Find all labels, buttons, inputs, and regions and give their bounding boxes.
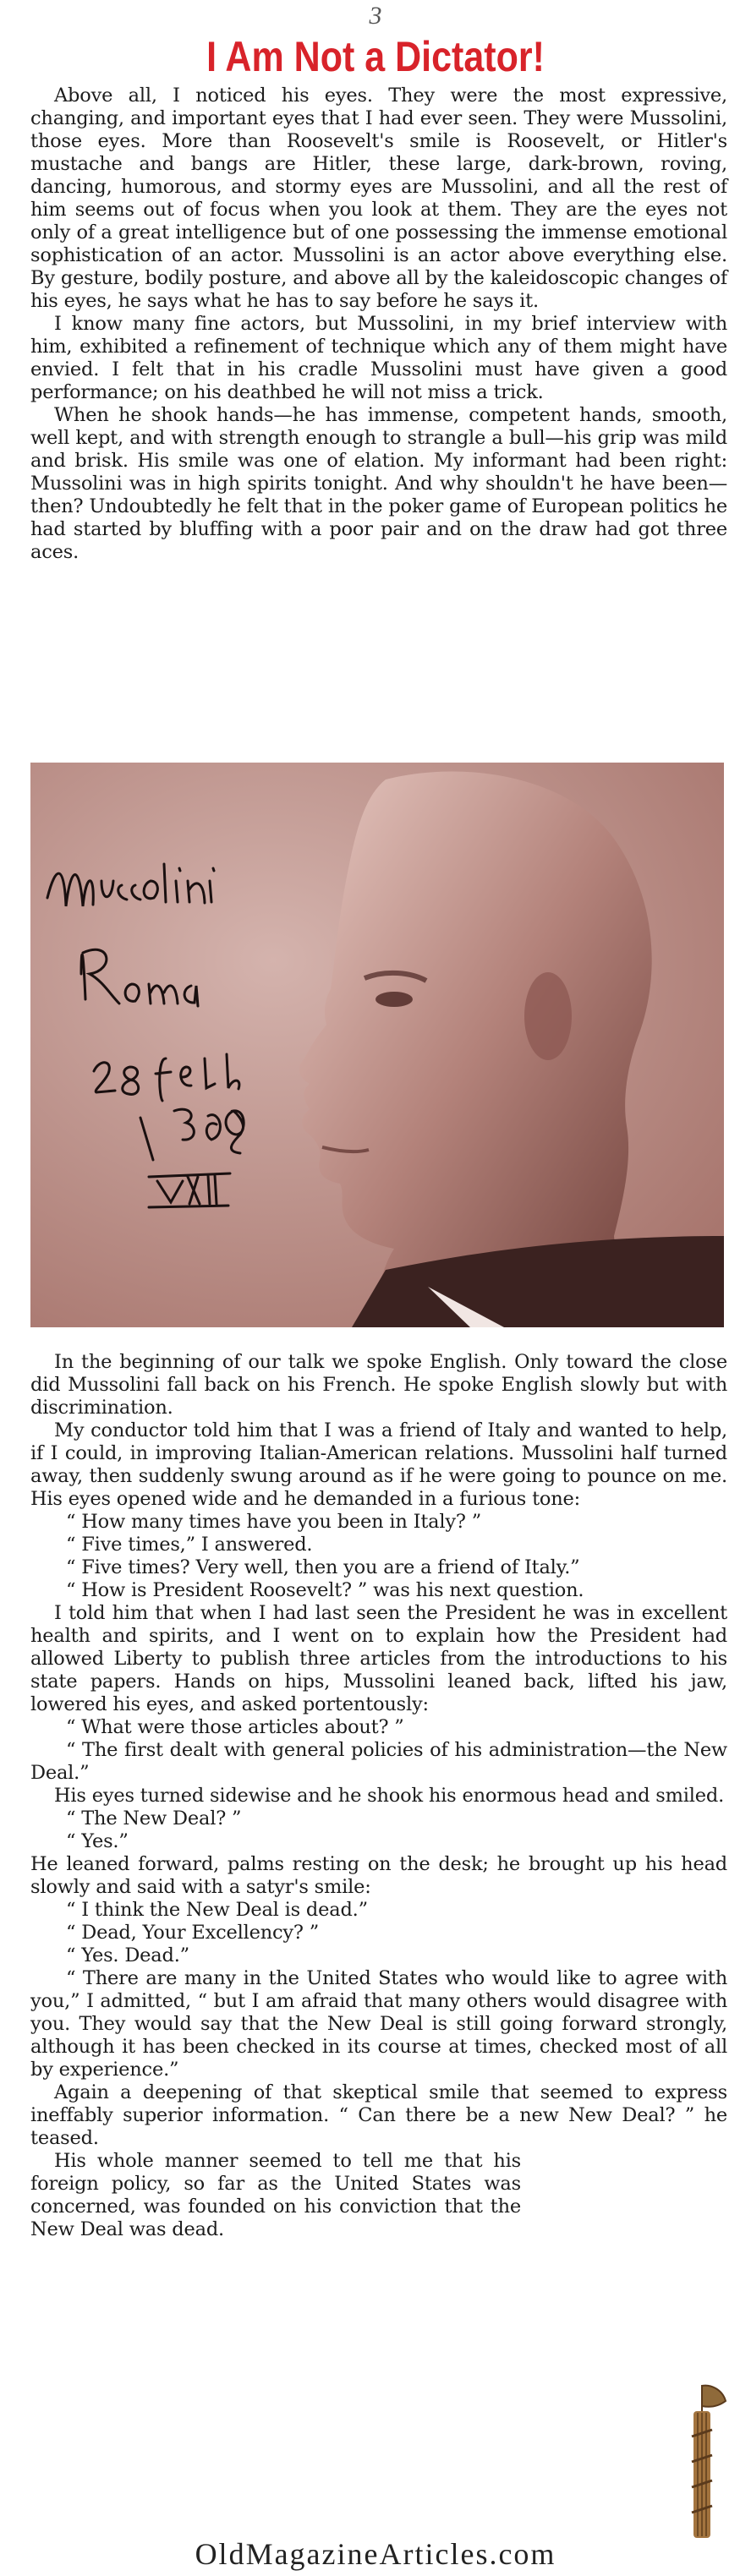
paragraph: Again a deepening of that skeptical smile that seemed to express ineffably superior information. “ Can there be a new New Deal? ” he teased.	[30, 2081, 727, 2149]
article-text-top	[30, 85, 727, 564]
paragraph: I told him that when I had last seen the President he was in excellent health and spirits, and I went on to explain how the President had allowed Liberty to publish three articles from the introductions to his state papers. Hands on hips, Mussolini leaned back, lifted his jaw, lowered his eyes, and asked portentously:	[30, 1602, 727, 1715]
dialogue-line: “ Yes. Dead.”	[66, 1944, 189, 1966]
dialogue-line: “ How many times have you been in Italy? ”	[66, 1511, 481, 1533]
dialogue-line: “ Yes.”	[66, 1830, 129, 1852]
footer-site-name: OldMagazineArticles.com	[195, 2537, 556, 2571]
paragraph: He leaned forward, palms resting on the desk; he brought up his head slowly and said with a satyr's smile:	[30, 1853, 727, 1898]
page-number: 3	[369, 2, 382, 30]
dialogue-line: “ The first dealt with general policies of his administration—the New Deal.”	[30, 1739, 727, 1784]
paragraph: “ There are many in the United States who would like to agree with you,” I admitted, “ but I am afraid that many others would disagree with you. They would say that the New Deal is still going forward strongly, although it has been checked in its course at times, checked most of all by experience.”	[30, 1967, 727, 2081]
dialogue-line: “ What were those articles about? ”	[66, 1716, 404, 1738]
dialogue-line: “ The New Deal? ”	[66, 1808, 242, 1829]
portrait-illustration	[30, 763, 724, 1327]
last-paragraph: His whole manner seemed to tell me that his foreign policy, so far as the United States was concerned, was founded on his conviction that the New Deal was dead.	[30, 2150, 521, 2240]
dialogue-line: “ Five times? Very well, then you are a friend of Italy.”	[66, 1556, 580, 1578]
article-text-bottom	[30, 1351, 727, 2241]
dialogue-line: “ How is President Roosevelt? ” was his next question.	[66, 1579, 584, 1601]
fasces-icon	[677, 2377, 727, 2538]
article-headline: I Am Not a Dictator!	[206, 33, 545, 80]
dialogue-line: “ Dead, Your Excellency? ”	[66, 1922, 320, 1944]
paragraph: Above all, I noticed his eyes. They were the most expressive, changing, and important eyes that I had ever seen. They were Mussolini, those eyes. More than Roosevelt's smile is Roosevelt, or Hitler's mustache and bangs are Hitler, these large, dark-brown, roving, dancing, humorous, and stormy eyes are Mussolini, and all the rest of him seems out of focus when you look at them. They are the eyes not only of a great intelligence but of one possessing the immense emotional sophistication of an actor. Mussolini is an actor above everything else. By gesture, bodily posture, and above all by the kaleidoscopic changes of his eyes, he says what he has to say before he says it.	[30, 85, 727, 312]
paragraph: My conductor told him that I was a friend of Italy and wanted to help, if I could, in improving Italian-American relations. Mussolini half turned away, then suddenly swung around as if he were going to pounce on me. His eyes opened wide and he demanded in a furious tone:	[30, 1419, 727, 1510]
paragraph: In the beginning of our talk we spoke English. Only toward the close did Mussolini fall back on his French. He spoke English slowly but with discrimination.	[30, 1351, 727, 1419]
dialogue-line: “ Five times,” I answered.	[66, 1534, 313, 1556]
paragraph: When he shook hands—he has immense, competent hands, smooth, well kept, and with strength enough to strangle a bull—his grip was mild and brisk. His smile was one of elation. My informant had been right: Mussolini was in high spirits tonight. And why shouldn't he have been—then? Undoubtedly he felt that in the poker game of European politics he had started by bluffing with a poor pair and on the draw had got three aces.	[30, 404, 727, 563]
paragraph: I know many fine actors, but Mussolini, in my brief interview with him, exhibited a refinement of technique which any of them might have envied. I felt that in his cradle Mussolini must have given a good performance; on his deathbed he will not miss a trick.	[30, 313, 727, 403]
mussolini-portrait-photo	[30, 763, 724, 1327]
paragraph: His eyes turned sidewise and he shook his enormous head and smiled.	[54, 1785, 725, 1807]
dialogue-line: “ I think the New Deal is dead.”	[66, 1899, 368, 1921]
